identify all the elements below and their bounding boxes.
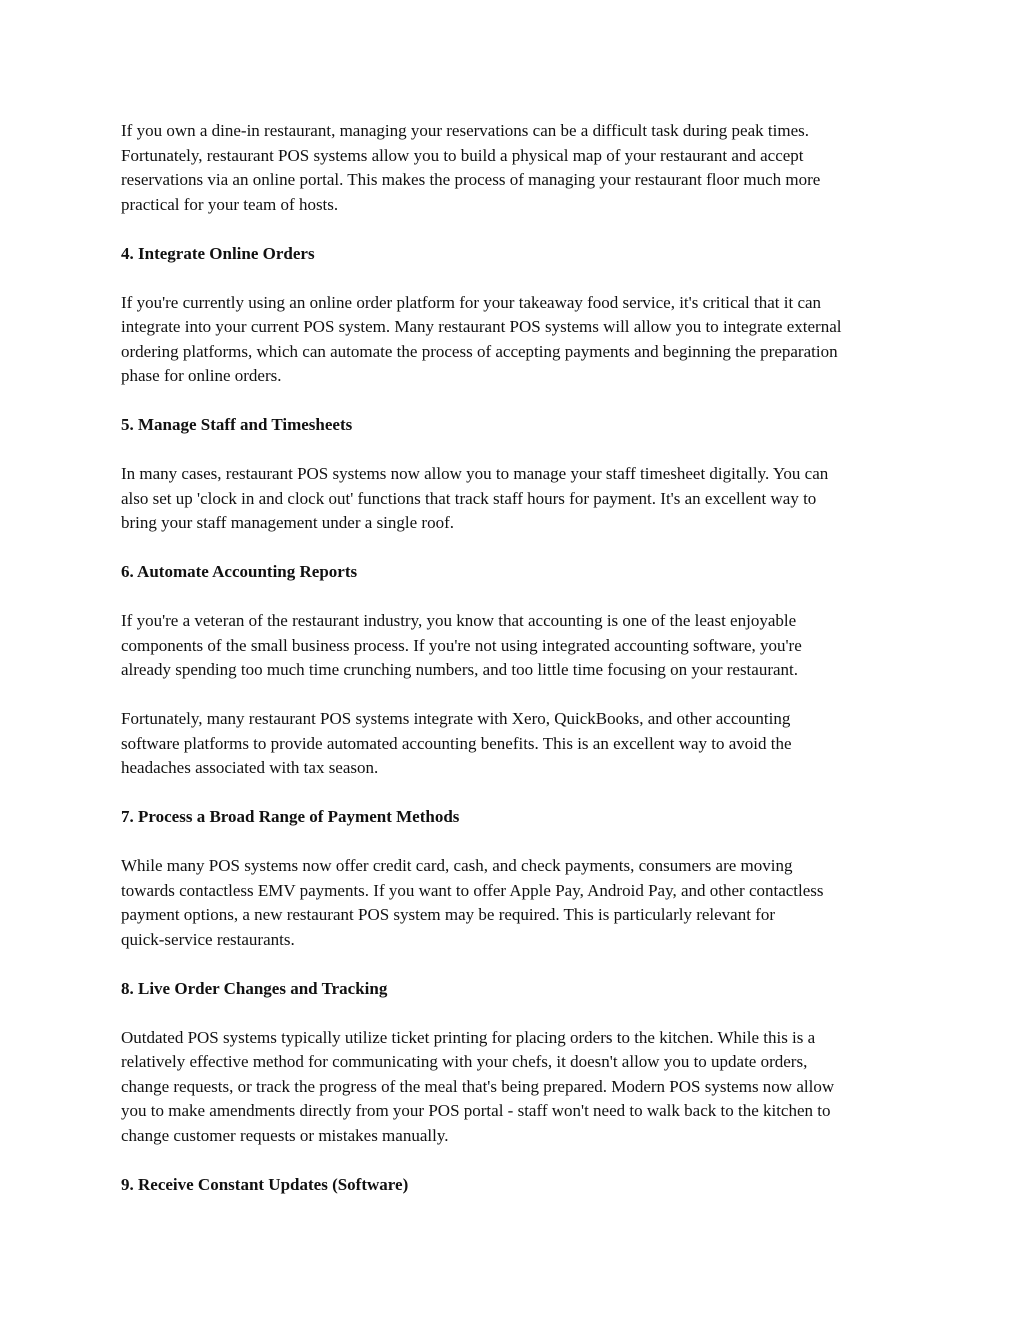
paragraph-accounting-integrations xyxy=(121,707,911,781)
document-page xyxy=(121,119,911,1222)
paragraph-reservations xyxy=(121,119,911,217)
text-line: quick-service restaurants. xyxy=(121,929,295,949)
text-line: If you own a dine-in restaurant, managing your reservations can be a difficult task during peak times. xyxy=(121,121,809,140)
paragraph-staff-timesheets xyxy=(121,462,911,536)
text-line: towards contactless EMV payments. If you want to offer Apple Pay, Android Pay, and other contactless xyxy=(121,880,824,900)
text-line: software platforms to provide automated accounting benefits. This is an excellent way to avoid the xyxy=(121,733,792,753)
heading-live-order-changes: 8. Live Order Changes and Tracking xyxy=(121,978,388,998)
heading-constant-updates: 9. Receive Constant Updates (Software) xyxy=(121,1174,409,1194)
heading-integrate-online-orders: 4. Integrate Online Orders xyxy=(121,243,315,263)
paragraph-live-order-changes xyxy=(121,1026,911,1149)
text-line: Fortunately, restaurant POS systems allow you to build a physical map of your restaurant and accept xyxy=(121,145,804,165)
heading-automate-accounting: 6. Automate Accounting Reports xyxy=(121,562,358,581)
paragraph-online-orders xyxy=(121,291,911,389)
text-line: you to make amendments directly from your POS portal - staff won't need to walk back to the kitchen to xyxy=(121,1101,831,1120)
text-line: While many POS systems now offer credit card, cash, and check payments, consumers are moving xyxy=(121,856,793,875)
text-line: already spending too much time crunching numbers, and too little time focusing on your restaurant. xyxy=(121,660,799,679)
text-line: practical for your team of hosts. xyxy=(121,194,339,214)
paragraph-payment-methods xyxy=(121,854,911,952)
heading-payment-methods: 7. Process a Broad Range of Payment Methods xyxy=(121,807,460,826)
text-line: change customer requests or mistakes manually. xyxy=(121,1125,449,1145)
text-line: headaches associated with tax season. xyxy=(121,758,379,777)
heading-manage-staff: 5. Manage Staff and Timesheets xyxy=(121,415,353,434)
text-line: If you're currently using an online order platform for your takeaway food service, it's critical that it can xyxy=(121,292,822,312)
text-line: bring your staff management under a single roof. xyxy=(121,513,454,532)
text-line: also set up 'clock in and clock out' functions that track staff hours for payment. It's an excellent way to xyxy=(121,488,817,508)
text-line: components of the small business process. If you're not using integrated accounting software, you're xyxy=(121,635,802,655)
text-line: reservations via an online portal. This makes the process of managing your restaurant floor much more xyxy=(121,170,821,189)
text-line: In many cases, restaurant POS systems now allow you to manage your staff timesheet digitally. You can xyxy=(121,464,829,483)
paragraph-accounting-veteran xyxy=(121,609,911,683)
text-line: change requests, or track the progress of the meal that's being prepared. Modern POS systems now allow xyxy=(121,1076,835,1096)
text-line: integrate into your current POS system. Many restaurant POS systems will allow you to integrate external xyxy=(121,317,842,336)
text-line: If you're a veteran of the restaurant industry, you know that accounting is one of the least enjoyable xyxy=(121,611,797,630)
text-line: Outdated POS systems typically utilize ticket printing for placing orders to the kitchen. While this is a xyxy=(121,1027,816,1047)
text-line: ordering platforms, which can automate the process of accepting payments and beginning the preparation xyxy=(121,341,838,361)
text-line: phase for online orders. xyxy=(121,366,282,385)
text-line: payment options, a new restaurant POS system may be required. This is particularly relevant for xyxy=(121,905,776,924)
text-line: Fortunately, many restaurant POS systems integrate with Xero, QuickBooks, and other accounting xyxy=(121,709,791,728)
text-line: relatively effective method for communicating with your chefs, it doesn't allow you to update orders, xyxy=(121,1052,808,1071)
